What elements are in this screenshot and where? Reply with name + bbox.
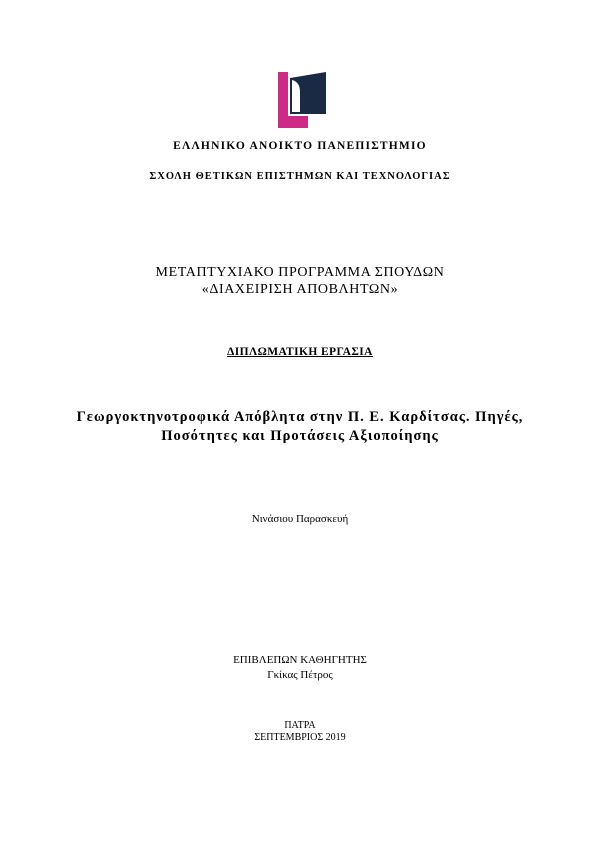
university-logo-icon	[276, 72, 328, 128]
date: ΣΕΠΤΕΜΒΡΙΟΣ 2019	[254, 732, 346, 743]
school-name: ΣΧΟΛΗ ΘΕΤΙΚΩΝ ΕΠΙΣΤΗΜΩΝ ΚΑΙ ΤΕΧΝΟΛΟΓΙΑΣ	[149, 171, 451, 182]
university-name: ΕΛΛΗΝΙΚΟ ΑΝΟΙΚΤΟ ΠΑΝΕΠΙΣΤΗΜΙΟ	[173, 140, 427, 152]
thesis-type-heading: ΔΙΠΛΩΜΑΤΙΚΗ ΕΡΓΑΣΙΑ	[227, 346, 373, 358]
supervisor-label: ΕΠΙΒΛΕΠΩΝ ΚΑΘΗΓΗΤΗΣ	[233, 654, 367, 666]
city: ΠΑΤΡΑ	[284, 720, 316, 731]
supervisor-name: Γκίκας Πέτρος	[267, 669, 333, 681]
program-title-line1: ΜΕΤΑΠΤΥΧΙΑΚΟ ΠΡΟΓΡΑΜΜΑ ΣΠΟΥΔΩΝ	[155, 265, 445, 280]
author-name: Νινάσιου Παρασκευή	[251, 513, 349, 525]
thesis-title-line1: Γεωργοκτηνοτροφικά Απόβλητα στην Π. Ε. Καρδίτσας. Πηγές,	[76, 409, 524, 425]
thesis-title-line2: Ποσότητες και Προτάσεις Αξιοποίησης	[161, 428, 439, 444]
program-title-line2: «ΔΙΑΧΕΙΡΙΣΗ ΑΠΟΒΛΗΤΩΝ»	[201, 282, 399, 297]
